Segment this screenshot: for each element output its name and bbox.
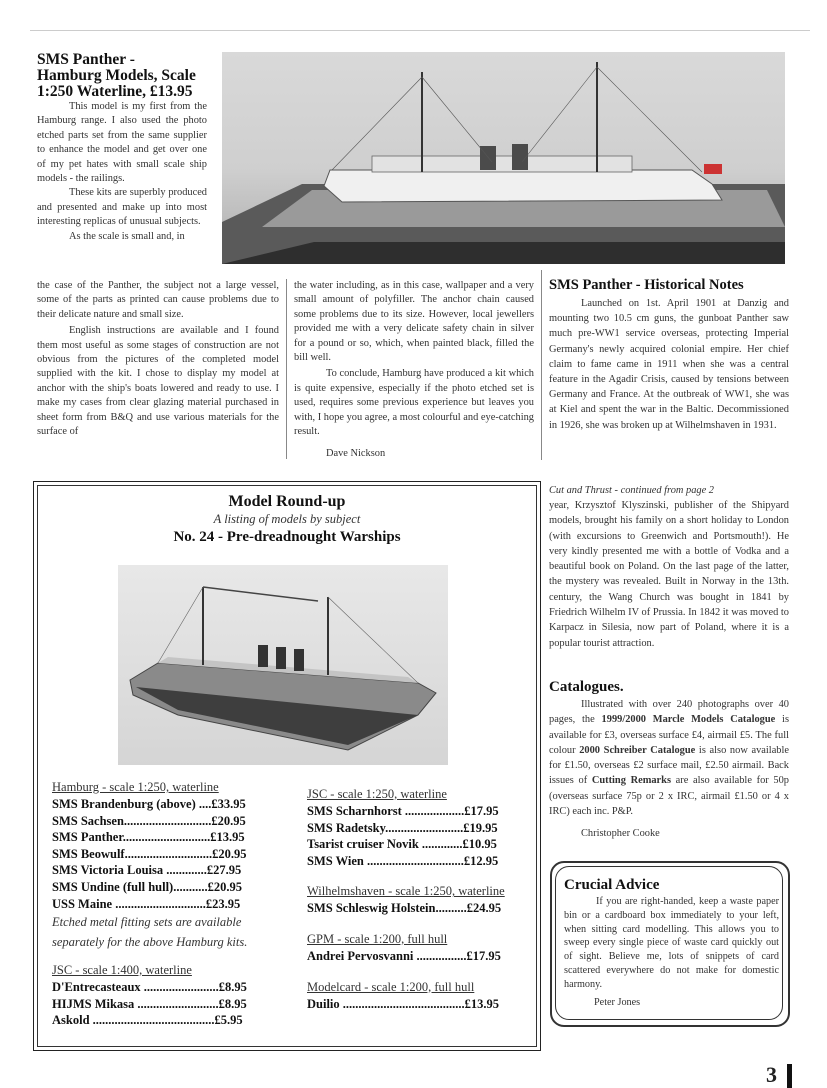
catalogues-section <box>549 678 789 842</box>
panther-model-photo <box>222 52 785 264</box>
list-item: SMS Undine (full hull)...........£20.95 <box>52 879 242 894</box>
brandenburg-ship-illustration <box>118 565 448 765</box>
column-divider-1 <box>286 279 287 459</box>
cut-thrust-text: year, Krzysztof Klyszinski, publisher of the Shipyard models, brought his family on a short holiday to London (with excursions to Greenwich and Portsmouth!). He very kindly presented me with a bottle of Vodka and a beautiful book on Poland. On the last page of the latter, the mystery was revealed. Built in Norway in the 13th. century, the Wang Church was bought in 1841 by Friedrich Wilhelm IV of Prussia. In 1842 it was moved to Karpacz in Silesia, now part of Poland, where it is a popular tourist attraction. <box>549 500 789 649</box>
article-intro <box>37 100 207 244</box>
roundup-title: Model Round-up <box>228 493 346 510</box>
brandenburg-photo <box>118 565 448 765</box>
marcle-catalogue: 1999/2000 Marcle Models Catalogue <box>601 714 776 726</box>
list-item: SMS Scharnhorst ...................£17.95 <box>307 804 499 818</box>
roundup-subtitle: A listing of models by subject <box>213 512 361 526</box>
history-title: SMS Panther - Historical Notes <box>549 277 744 293</box>
top-rule <box>30 30 810 31</box>
advice-title: Crucial Advice <box>564 877 660 893</box>
list-item: SMS Brandenburg (above) ....£33.95 <box>52 797 246 811</box>
catalogues-text <box>549 697 789 819</box>
article-title-line-2: Hamburg Models, Scale <box>37 67 196 84</box>
list-item: Askold .......................................£5.95 <box>52 1013 243 1028</box>
article-title <box>37 52 227 100</box>
page-number-bar <box>787 1064 792 1088</box>
article-para-3-rest: the case of the Panther, the subject not a large vessel, some of the parts as printed can cause problems due to their delicate nature and small size. <box>37 280 279 320</box>
list-item: Duilio .......................................£13.95 <box>307 996 500 1011</box>
history-text: Launched on 1st. April 1901 at Danzig and mounting two 10.5 cm guns, the gunboat Panther saw much pre-WW1 service overseas, protecting Imperial Germany's newly acquired colonial empire. Her chief claim to fame came in 1911 when she was a central feature in the Agadir Crisis, caused by tensions between Germany and France. At the outbreak of WW1, she was at Kiel and spent the war in the Baltic. Decommissioned in 1926, she was broken up at Wilhelmshaven in 1931. <box>549 298 789 431</box>
article-para-5: the water including, as in this case, wallpaper and a very small amount of polyfiller. The anchor chain caused some problems due to its size. However, local jewellers provided me with a very delicate safety chain in silver for a pound or so, which, when painted black, filled the bill well. <box>294 280 534 364</box>
list-item: HIJMS Mikasa ..........................£8.95 <box>52 996 247 1011</box>
roundup-header <box>37 492 537 547</box>
advice-author: Peter Jones <box>594 996 641 1008</box>
catalogues-title: Catalogues. <box>549 679 624 695</box>
cut-thrust-header: Cut and Thrust - continued from page 2 <box>549 485 714 496</box>
list-head-modelcard: Modelcard - scale 1:200, full hull <box>307 979 475 994</box>
roundup-number: No. 24 - Pre-dreadnought Warships <box>173 529 401 545</box>
list-item: SMS Panther............................£13.95 <box>52 830 245 845</box>
article-para-1: This model is my first from the Hamburg range. I also used the photo etched parts set from the same supplier to enhance the model and get over one of my pet hates with small scale ship models - the railings. <box>37 101 207 185</box>
article-col1-lower <box>37 279 279 439</box>
list-item: USS Maine .............................£23.95 <box>52 896 241 911</box>
list-item: SMS Beowulf............................£20.95 <box>52 846 247 861</box>
article-para-2: These kits are superbly produced and presented and make up into most interesting replicas of unusual subjects. <box>37 187 207 228</box>
list-head-wilhelmshaven: Wilhelmshaven - scale 1:250, waterline <box>307 884 505 899</box>
panther-ship-illustration <box>222 52 785 264</box>
list-head-jsc-250: JSC - scale 1:250, waterline <box>307 787 447 801</box>
catalogues-text-2: is available for £3, overseas surface £4, airmail £5. The full colour <box>549 714 789 756</box>
article-author: Dave Nickson <box>326 448 386 460</box>
list-item: SMS Radetsky.........................£19.95 <box>307 820 498 835</box>
roundup-list-left <box>52 779 272 1029</box>
list-item: SMS Sachsen............................£20.95 <box>52 813 246 828</box>
list-item: Tsarist cruiser Novik .............£10.95 <box>307 837 497 852</box>
schreiber-catalogue: 2000 Schreiber Catalogue <box>579 744 696 756</box>
list-item: D'Entrecasteaux ........................£8.95 <box>52 980 247 995</box>
page-number: 3 <box>766 1062 777 1087</box>
article-para-4: English instructions are available and I found them most useful as some stages of construction are not obvious from the pictures of the completed model supplied with the kit. I chose to display my model at anchor with the ship's boats lowered and ready to use. I make my cases from clear glazing material purchased in sheet form from B&Q and use various materials for the surface of <box>37 325 279 438</box>
list-head-jsc-400: JSC - scale 1:400, waterline <box>52 963 192 978</box>
catalogues-author: Christopher Cooke <box>581 828 660 840</box>
article-para-6: To conclude, Hamburg have produced a kit which is quite expensive, especially if the photo etched set is used, requires some previous experience but leaves you with, I hope you agree, a most colourful and eye-catching result. <box>294 368 534 438</box>
cutting-remarks-title: Cutting Remarks <box>591 775 671 787</box>
article-title-line-3: 1:250 Waterline, £13.95 <box>37 83 193 100</box>
article-col2-lower <box>294 279 534 462</box>
list-head-gpm: GPM - scale 1:200, full hull <box>307 931 448 946</box>
list-item: SMS Schleswig Holstein..........£24.95 <box>307 901 502 916</box>
list-item: Andrei Pervosvanni ................£17.95 <box>307 948 501 963</box>
advice-section <box>564 875 779 1010</box>
roundup-list-right <box>307 786 532 1012</box>
etched-sets-note: Etched metal fitting sets are available separately for the above Hamburg kits. <box>52 915 248 950</box>
catalogues-text-4: are also available for 50p (overseas surface 75p or 2 x IRC, airmail £1.50 or 4 x IRC) each inc. P&P. <box>549 775 789 818</box>
list-item: SMS Victoria Louisa .............£27.95 <box>52 863 242 878</box>
cut-thrust-section <box>549 484 789 651</box>
list-head-hamburg: Hamburg - scale 1:250, waterline <box>52 780 219 794</box>
column-divider-2 <box>541 270 542 460</box>
catalogues-text-3: is also now available for £1.50, overseas £2 surface mail, £2.50 airmail. Back issues of <box>549 744 789 787</box>
article-para-3-start: As the scale is small and, in <box>69 230 185 242</box>
article-title-line-1: SMS Panther - <box>37 51 135 68</box>
list-item: SMS Wien ...............................£12.95 <box>307 853 499 868</box>
catalogues-text-1: Illustrated with over 240 photographs over 40 pages, the <box>549 699 789 726</box>
advice-text: If you are right-handed, keep a waste paper bin or a cardboard box immediately to your left, when sitting card modelling. This allows you to sweep every single piece of waste card quickly out of sight. Believe me, lots of snippets of card scattered everywhere do not make for domestic harmony. <box>564 896 779 990</box>
